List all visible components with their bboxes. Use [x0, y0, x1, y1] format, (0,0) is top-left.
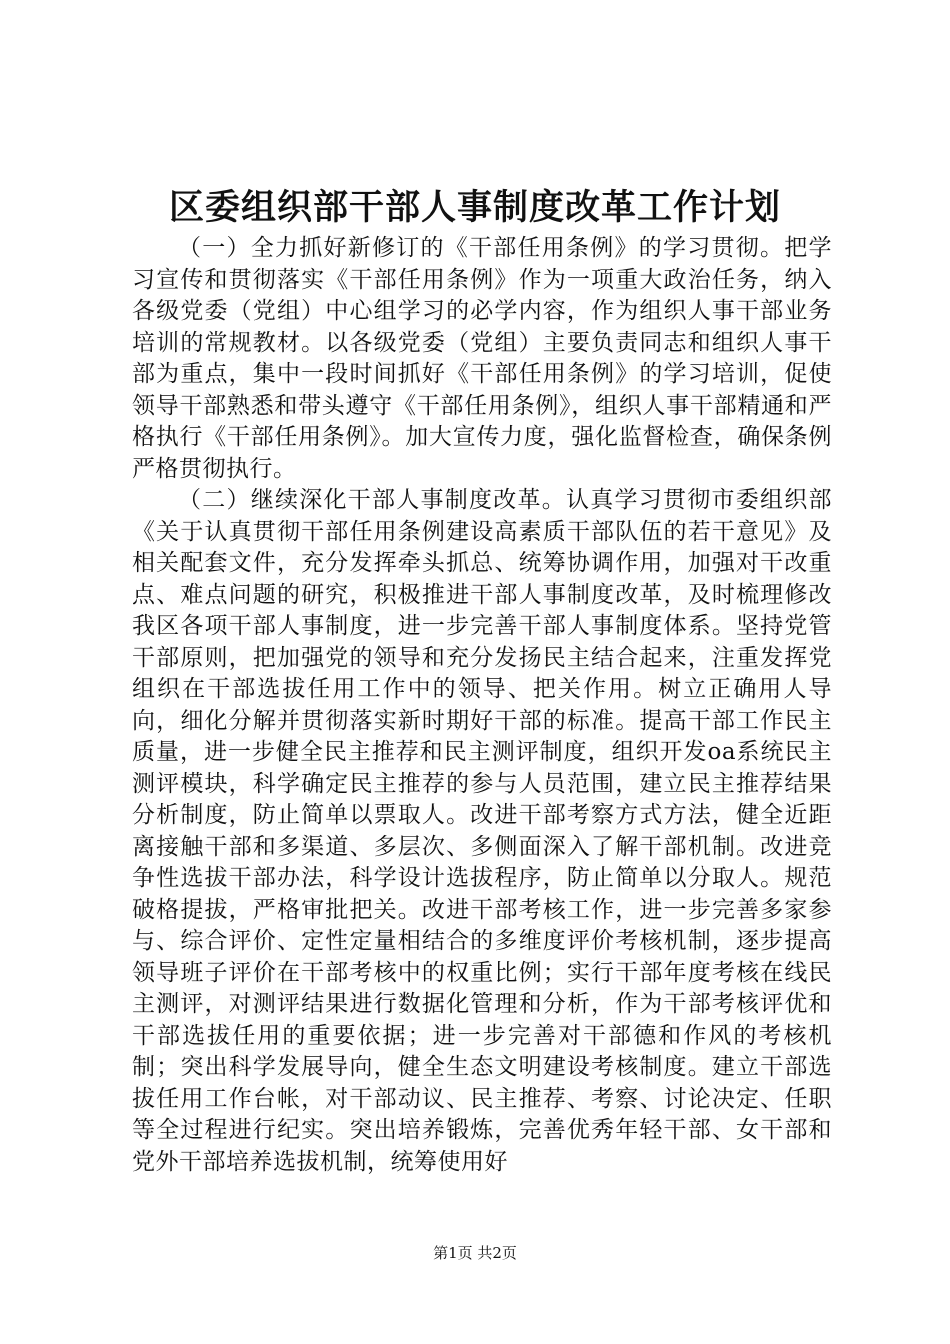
page-footer: 第1页 共2页 — [433, 1244, 517, 1262]
paragraph-1: （一）全力抓好新修订的《干部任用条例》的学习贯彻。把学习宣传和贯彻落实《干部任用条例》作为一项重大政治任务，纳入各级党委（党组）中心组学习的必学内容，作为组织人事干部业务培训的常规教材。以各级党委（党组）主要负责同志和组织人事干部为重点，集中一段时间抓好《干部任用条例》的学习培训，促使领导干部熟悉和带头遵守《干部任用条例》，组织人事干部精通和严格执行《干部任用条例》。加大宣传力度，强化监督检查，确保条例严格贯彻执行。 — [132, 235, 832, 482]
paragraph-2: （二）继续深化干部人事制度改革。认真学习贯彻市委组织部《关于认真贯彻干部任用条例建设高素质干部队伍的若干意见》及相关配套文件，充分发挥牵头抓总、统筹协调作用，加强对干改重点、难点问题的研究，积极推进干部人事制度改革，及时梳理修改我区各项干部人事制度，进一步完善干部人事制度体系。坚持党管干部原则，把加强党的领导和充分发扬民主结合起来，注重发挥党组织在干部选拔任用工作中的领导、把关作用。树立正确用人导向，细化分解并贯彻落实新时期好干部的标准。提高干部工作民主质量，进一步健全民主推荐和民主测评制度，组织开发oa系统民主测评模块，科学确定民主推荐的参与人员范围，建立民主推荐结果分析制度，防止简单以票取人。改进干部考察方式方法，健全近距离接触干部和多渠道、多层次、多侧面深入了解干部机制。改进竞争性选拔干部办法，科学设计选拔程序，防止简单以分取人。规范破格提拔，严格审批把关。改进干部考核工作，进一步完善多家参与、综合评价、定性定量相结合的多维度评价考核机制，逐步提高领导班子评价在干部考核中的权重比例；实行干部年度考核在线民主测评，对测评结果进行数据化管理和分析，作为干部考核评优和干部选拔任用的重要依据；进一步完善对干部德和作风的考核机制；突出科学发展导向，健全生态文明建设考核制度。建立干部选拔任用工作台帐，对干部动议、民主推荐、考察、讨论决定、任职等全过程进行纪实。突出培养锻炼，完善优秀年轻干部、女干部和党外干部培养选拔机制，统筹使用好 — [132, 487, 832, 1175]
document-title: 区委组织部干部人事制度改革工作计划 — [168, 187, 781, 228]
document-body — [132, 233, 832, 1178]
